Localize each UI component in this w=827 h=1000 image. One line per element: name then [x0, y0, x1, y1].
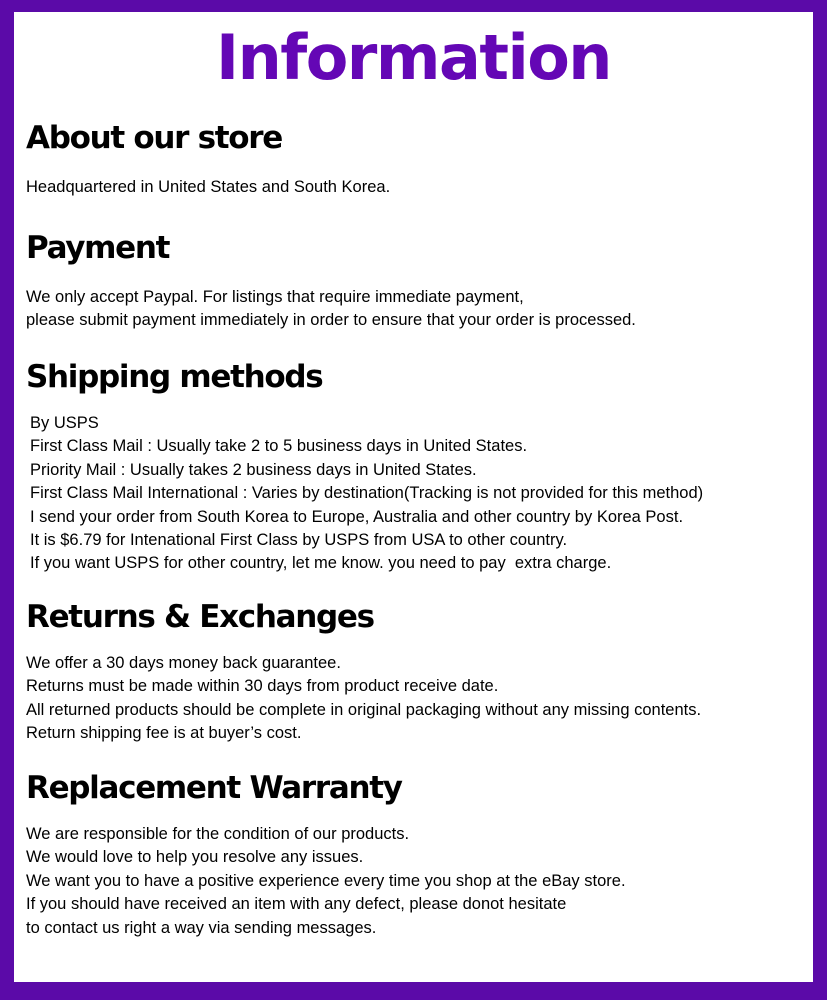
payment-line: please submit payment immediately in order to ensure that your order is processed.	[26, 311, 636, 330]
shipping-line: Priority Mail : Usually takes 2 business days in United States.	[30, 460, 477, 479]
warranty-line: If you should have received an item with any defect, please donot hesitate	[26, 895, 567, 914]
shipping-heading: Shipping methods	[26, 359, 323, 395]
warranty-text	[26, 823, 626, 940]
returns-line: We offer a 30 days money back guarantee.	[26, 654, 341, 672]
shipping-line: If you want USPS for other country, let me know. you need to pay extra charge.	[30, 554, 612, 573]
warranty-line: to contact us right a way via sending messages.	[26, 918, 377, 937]
about-line: Headquartered in United States and South Korea.	[26, 178, 391, 196]
warranty-heading: Replacement Warranty	[26, 770, 402, 806]
shipping-line: First Class Mail : Usually take 2 to 5 business days in United States.	[30, 437, 528, 456]
about-heading: About our store	[26, 120, 282, 156]
warranty-line: We are responsible for the condition of our products.	[26, 825, 410, 843]
about-text	[26, 176, 390, 199]
returns-line: All returned products should be complete in original packaging without any missing contents.	[26, 700, 702, 719]
returns-line: Returns must be made within 30 days from product receive date.	[26, 677, 499, 696]
shipping-line: It is $6.79 for Intenational First Class by USPS from USA to other country.	[30, 531, 568, 550]
returns-text	[26, 652, 701, 746]
warranty-line: We would love to help you resolve any issues.	[26, 848, 364, 867]
returns-line: Return shipping fee is at buyer’s cost.	[26, 724, 302, 743]
shipping-text	[30, 412, 703, 576]
warranty-line: We want you to have a positive experience every time you shop at the eBay store.	[26, 871, 626, 890]
shipping-line: By USPS	[30, 414, 99, 432]
page-title: Information	[216, 21, 611, 94]
shipping-line: I send your order from South Korea to Europe, Australia and other country by Korea Post.	[30, 507, 684, 526]
payment-heading: Payment	[26, 230, 170, 266]
shipping-line: First Class Mail International : Varies by destination(Tracking is not provided for this method)	[30, 484, 704, 503]
payment-text	[26, 286, 636, 333]
payment-line: We only accept Paypal. For listings that require immediate payment,	[26, 288, 524, 306]
returns-heading: Returns & Exchanges	[26, 599, 374, 635]
